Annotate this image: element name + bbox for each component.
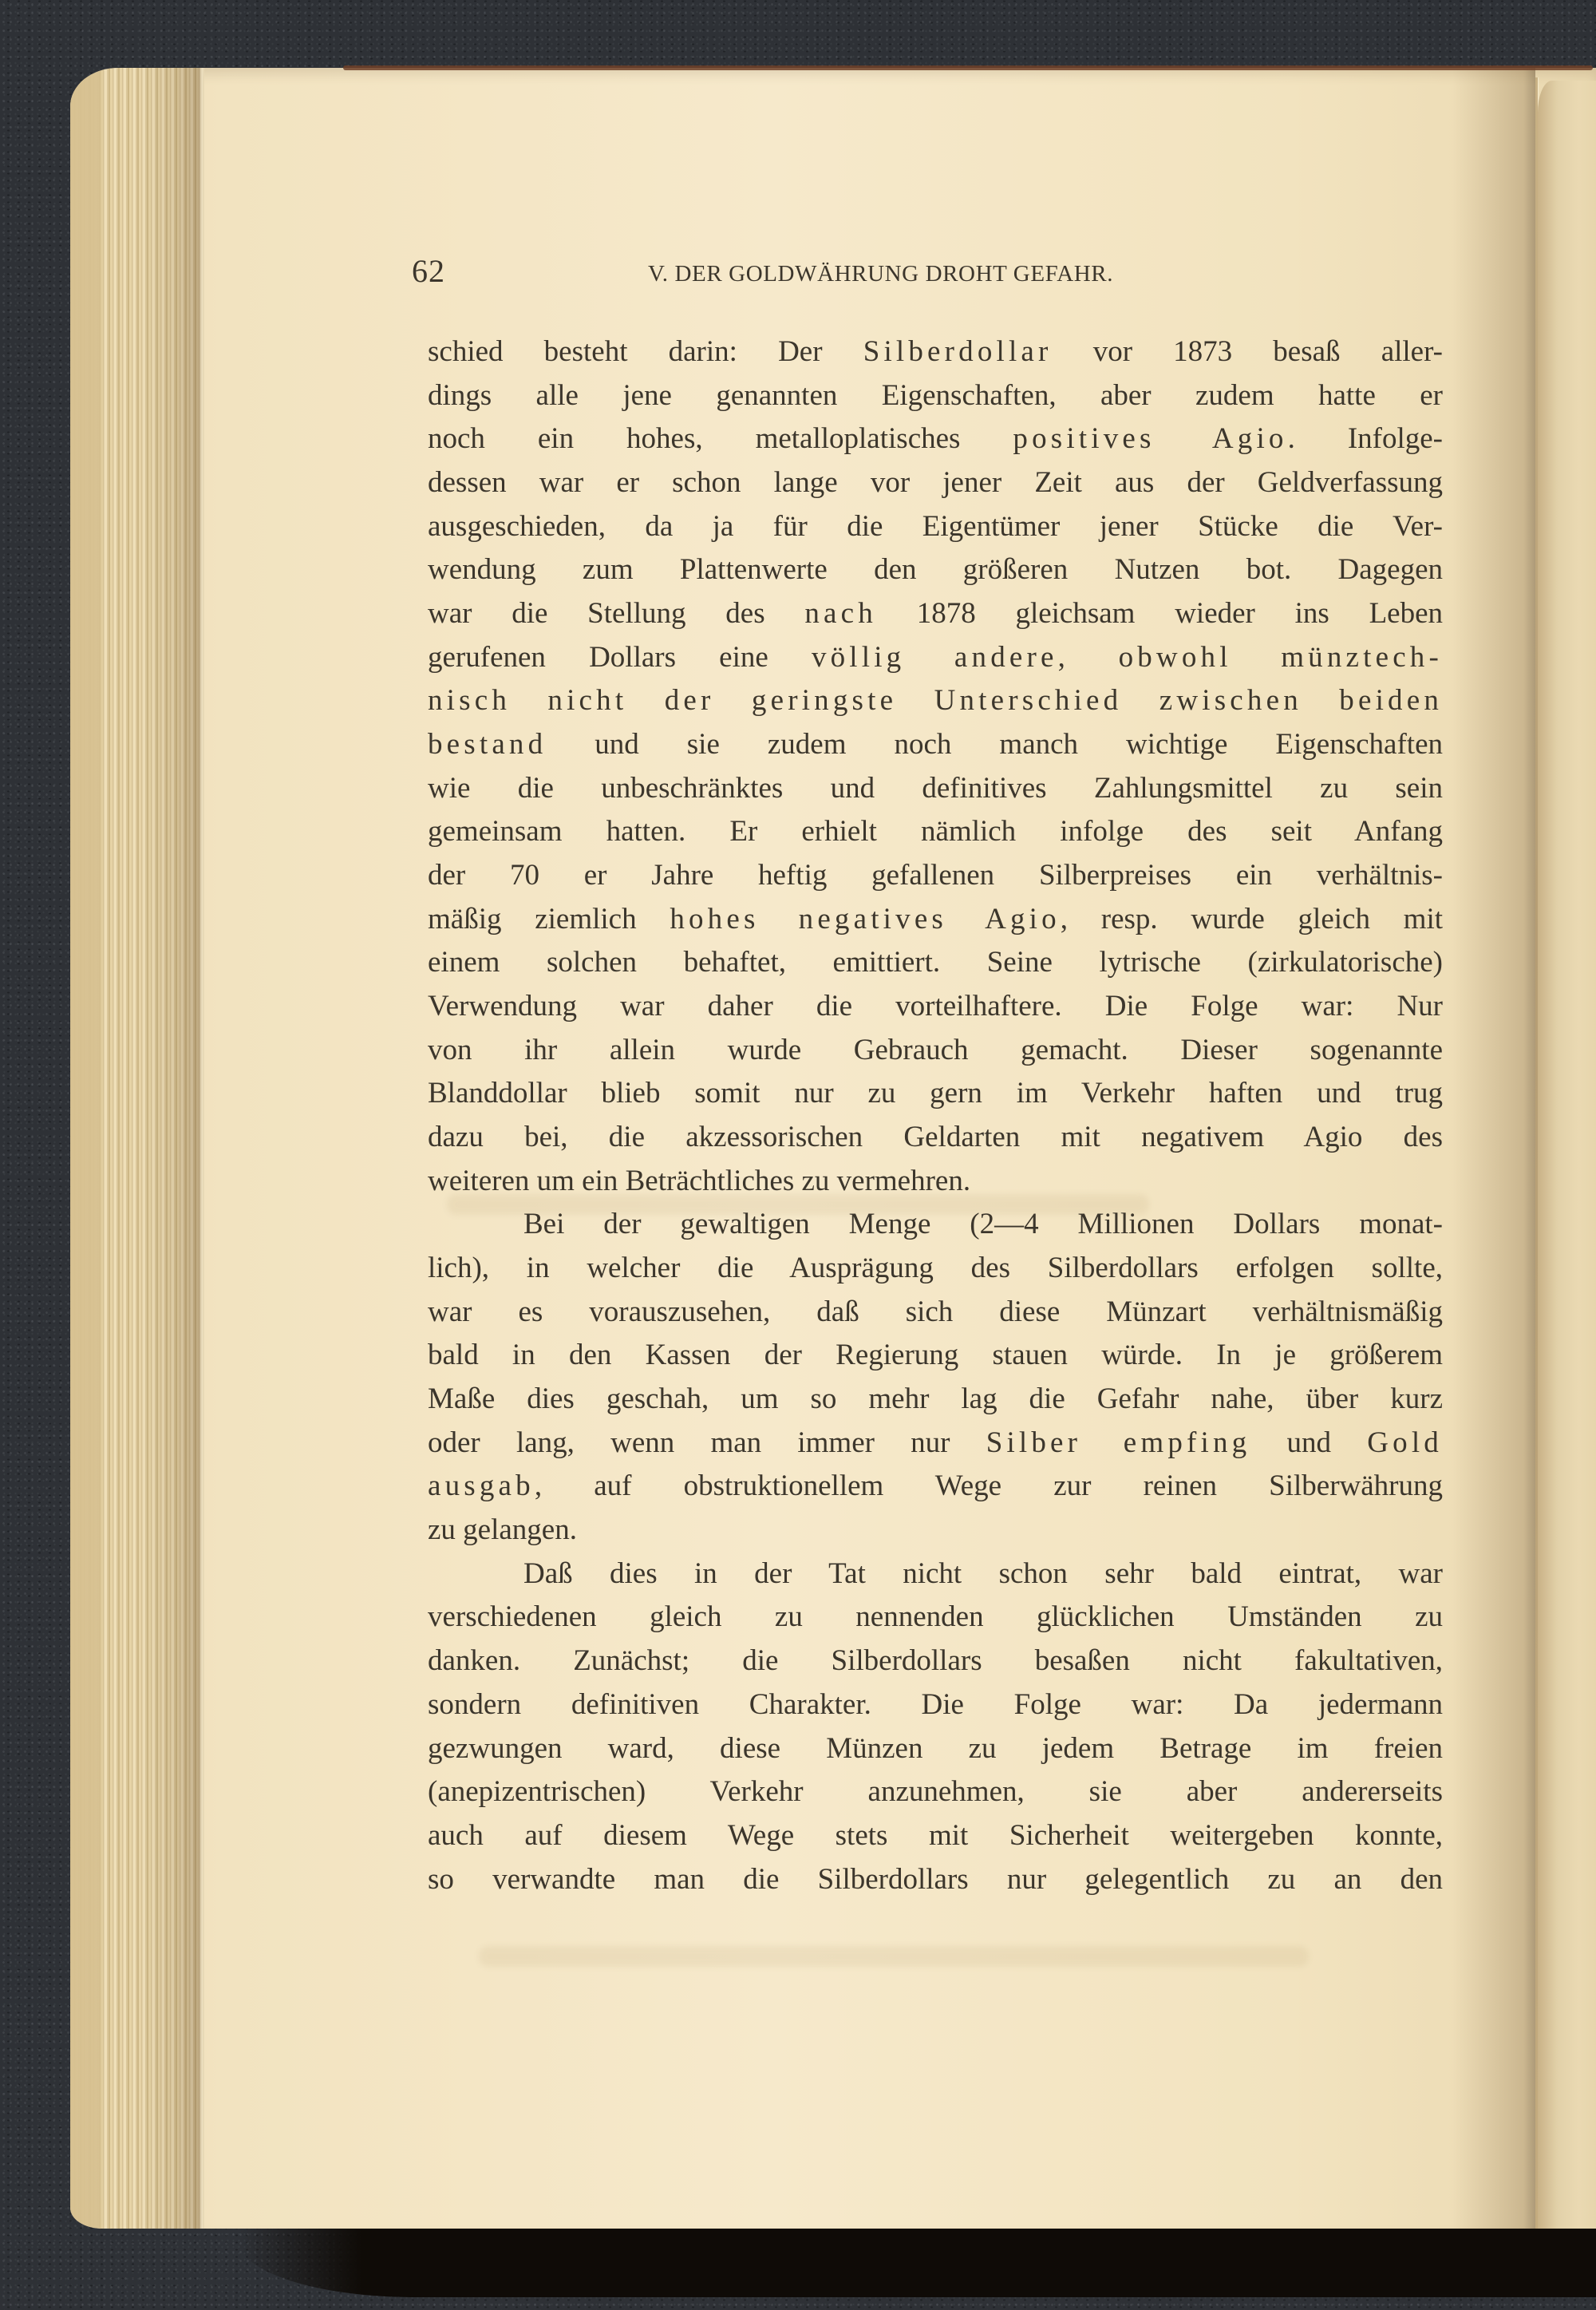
text-segment: Verwendung war daher die vorteilhaftere. Die Folge war: Nur bbox=[428, 990, 1443, 1023]
text-line bbox=[428, 548, 1443, 592]
text-segment: der 70 er Jahre heftig gefallenen Silberpreises ein verhältnis- bbox=[428, 859, 1443, 892]
text-segment: auch auf diesem Wege stets mit Sicherheit weitergeben konnte, bbox=[428, 1818, 1443, 1852]
text-line bbox=[428, 417, 1443, 461]
text-segment: 1878 gleichsam wieder ins Leben bbox=[876, 597, 1444, 631]
letterspaced-text: nisch nicht der geringste Unterschied zwischen beiden bbox=[428, 684, 1443, 718]
text-segment: wendung zum Plattenwerte den größeren Nutzen bot. Dagegen bbox=[428, 553, 1443, 587]
text-segment: schied besteht darin: Der bbox=[428, 335, 863, 368]
text-segment: ausgeschieden, da ja für die Eigentümer jener Stücke die Ver- bbox=[428, 509, 1443, 543]
text-line bbox=[428, 810, 1443, 854]
text-line bbox=[428, 1465, 1443, 1509]
text-line bbox=[428, 723, 1443, 767]
text-segment: wie die unbeschränktes und definitives Zahlungsmittel zu sein bbox=[428, 771, 1443, 805]
gutter-shadow bbox=[1452, 68, 1535, 2229]
text-segment: sondern definitiven Charakter. Die Folge war: Da jedermann bbox=[428, 1687, 1443, 1721]
page-stack-fore-edge bbox=[70, 68, 204, 2229]
letterspaced-text: Gold bbox=[1367, 1426, 1443, 1459]
text-line bbox=[428, 330, 1443, 374]
text-line bbox=[428, 767, 1443, 811]
text-segment: vor 1873 besaß aller- bbox=[1052, 335, 1444, 368]
facing-page-edge bbox=[1538, 81, 1596, 2229]
letterspaced-text: hohes negatives Agio bbox=[670, 902, 1061, 935]
text-line bbox=[428, 854, 1443, 898]
text-line bbox=[428, 461, 1443, 505]
ink-showthrough bbox=[479, 1946, 1309, 1967]
text-line bbox=[428, 679, 1443, 723]
text-line bbox=[428, 1858, 1443, 1902]
text-line bbox=[428, 1291, 1443, 1335]
text-segment: (anepizentrischen) Verkehr anzunehmen, sie aber andererseits bbox=[428, 1775, 1443, 1809]
text-line bbox=[428, 1553, 1443, 1596]
text-segment: Daß dies in der Tat nicht schon sehr bald eintrat, war bbox=[523, 1556, 1443, 1590]
text-segment: danken. Zunächst; die Silberdollars besaßen nicht fakultativen, bbox=[428, 1644, 1443, 1678]
paragraph bbox=[428, 1553, 1443, 1901]
text-segment: war es vorauszusehen, daß sich diese Münzart verhältnismäßig bbox=[428, 1295, 1443, 1328]
text-segment: war die Stellung des bbox=[428, 597, 805, 631]
text-line bbox=[428, 898, 1443, 942]
text-line bbox=[428, 985, 1443, 1029]
text-segment: einem solchen behaftet, emittiert. Seine lytrische (zirkulatorische) bbox=[428, 946, 1443, 979]
cover-edge-line bbox=[343, 65, 1593, 70]
text-segment: und sie zudem noch manch wichtige Eigenschaften bbox=[547, 728, 1443, 761]
text-segment: gemeinsam hatten. Er erhielt nämlich infolge des seit Anfang bbox=[428, 815, 1443, 848]
text-segment: mäßig ziemlich bbox=[428, 902, 670, 935]
text-segment: lich), in welcher die Ausprägung des Silberdollars erfolgen sollte, bbox=[428, 1252, 1443, 1285]
text-segment: oder lang, wenn man immer nur bbox=[428, 1426, 986, 1459]
text-segment: Bei der gewaltigen Menge (2—4 Millionen Dollars monat- bbox=[523, 1208, 1443, 1241]
letterspaced-text: völlig andere, obwohl münztech- bbox=[811, 640, 1443, 674]
text-line bbox=[428, 636, 1443, 680]
text-segment: so verwandte man die Silberdollars nur gelegentlich zu an den bbox=[428, 1862, 1443, 1896]
letterspaced-text: ausgab bbox=[428, 1469, 535, 1503]
paragraph bbox=[428, 1203, 1443, 1552]
text-segment: und bbox=[1250, 1426, 1368, 1459]
text-segment: dessen war er schon lange vor jener Zeit aus der Geldverfassung bbox=[428, 466, 1443, 500]
text-line bbox=[428, 592, 1443, 636]
text-line bbox=[428, 941, 1443, 985]
text-segment: zu gelangen. bbox=[428, 1513, 577, 1547]
running-header: V. DER GOLDWÄHRUNG DROHT GEFAHR. bbox=[648, 261, 1114, 287]
text-line bbox=[428, 1814, 1443, 1858]
text-segment: . Infolge- bbox=[1287, 422, 1443, 456]
text-segment: bald in den Kassen der Regierung stauen würde. In je größerem bbox=[428, 1339, 1443, 1372]
text-segment: , auf obstruktionellem Wege zur reinen Silberwährung bbox=[534, 1469, 1443, 1503]
text-line bbox=[428, 1334, 1443, 1378]
text-segment: noch ein hohes, metalloplatisches bbox=[428, 422, 1013, 456]
text-line bbox=[428, 1378, 1443, 1422]
text-line bbox=[428, 1072, 1443, 1116]
text-segment: Blanddollar blieb somit nur zu gern im Verkehr haften und trug bbox=[428, 1077, 1443, 1110]
text-segment: weiteren um ein Beträchtliches zu vermehren. bbox=[428, 1164, 971, 1197]
letterspaced-text: bestand bbox=[428, 728, 547, 761]
text-line bbox=[428, 505, 1443, 549]
letterspaced-text: Silber empfing bbox=[986, 1426, 1251, 1459]
text-segment: von ihr allein wurde Gebrauch gemacht. Dieser sogenannte bbox=[428, 1033, 1443, 1066]
text-line bbox=[428, 1727, 1443, 1771]
paragraph bbox=[428, 330, 1443, 1203]
text-segment: Maße dies geschah, um so mehr lag die Gefahr nahe, über kurz bbox=[428, 1382, 1443, 1416]
text-segment: verschiedenen gleich zu nennenden glücklichen Umständen zu bbox=[428, 1600, 1443, 1634]
text-line bbox=[428, 1116, 1443, 1160]
body-text bbox=[428, 330, 1443, 1901]
letterspaced-text: nach bbox=[804, 597, 877, 631]
text-segment: dings alle jene genannten Eigenschaften, aber zudem hatte er bbox=[428, 378, 1443, 412]
text-line bbox=[428, 374, 1443, 418]
text-line bbox=[428, 1596, 1443, 1640]
letterspaced-text: positives Agio bbox=[1013, 422, 1288, 456]
text-line bbox=[428, 1509, 1443, 1553]
text-segment: gezwungen ward, diese Münzen zu jedem Betrage im freien bbox=[428, 1731, 1443, 1765]
text-line bbox=[428, 1203, 1443, 1247]
text-line bbox=[428, 1247, 1443, 1291]
text-line bbox=[428, 1422, 1443, 1466]
text-line bbox=[428, 1029, 1443, 1073]
letterspaced-text: Silberdollar bbox=[863, 335, 1053, 368]
page-number: 62 bbox=[412, 253, 445, 289]
text-line bbox=[428, 1160, 1443, 1204]
text-line bbox=[428, 1640, 1443, 1683]
text-segment: dazu bei, die akzessorischen Geldarten mit negativem Agio des bbox=[428, 1121, 1443, 1154]
text-segment: , resp. wurde gleich mit bbox=[1060, 902, 1444, 935]
text-segment: gerufenen Dollars eine bbox=[428, 640, 812, 674]
running-head-row bbox=[412, 252, 1443, 292]
text-line bbox=[428, 1683, 1443, 1727]
text-line bbox=[428, 1770, 1443, 1814]
page-bottom-shadow bbox=[239, 2225, 1596, 2297]
